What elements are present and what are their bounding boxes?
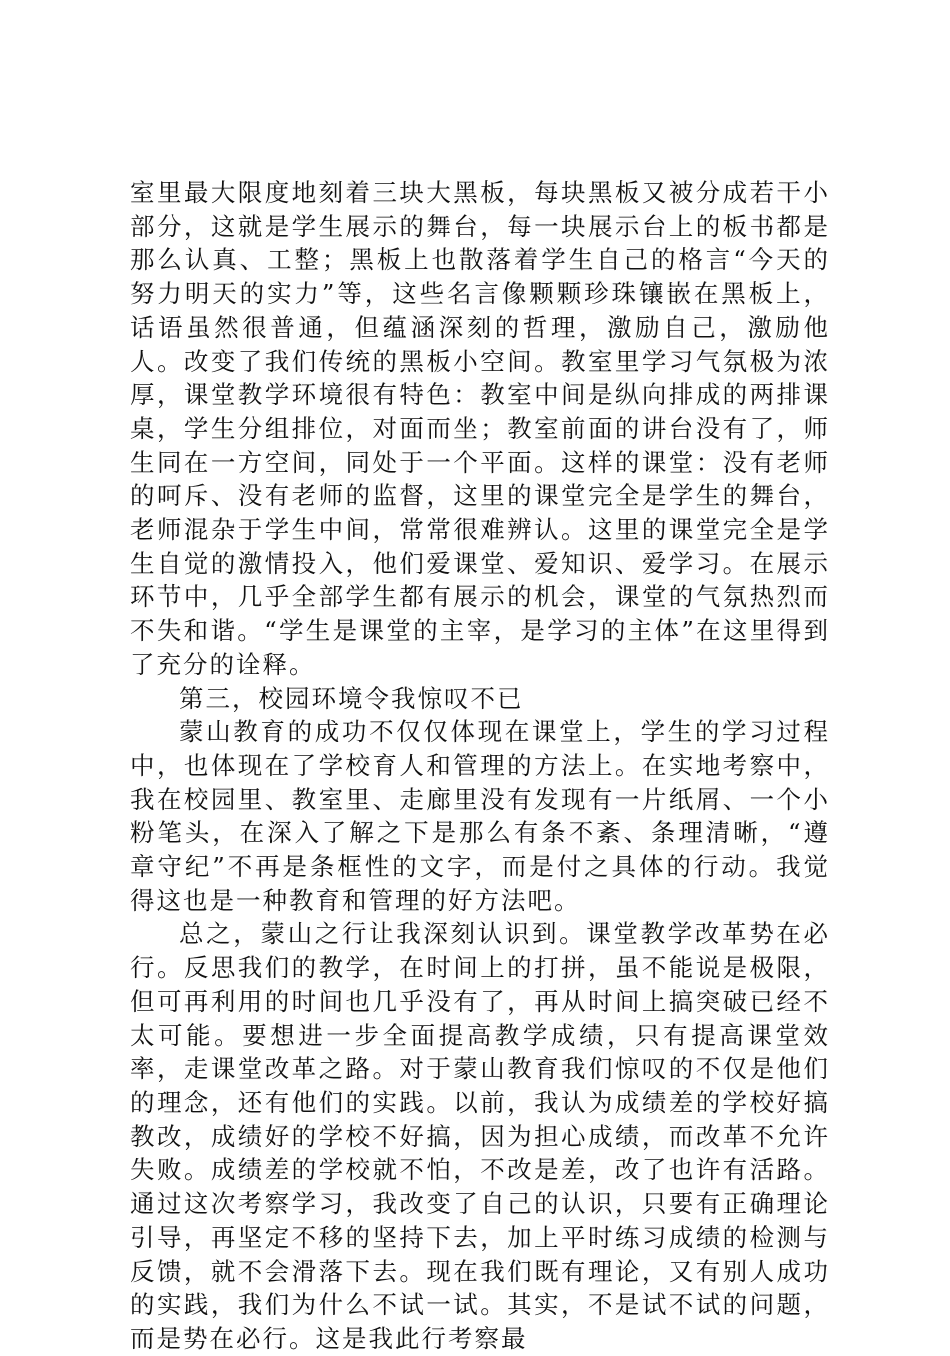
paragraph: 蒙山教育的成功不仅仅体现在课堂上，学生的学习过程中，也体现在了学校育人和管理的方法上。在实地考察中，我在校园里、教室里、走廊里没有发现有一片纸屑、一个小粉笔头，在深入了解之下是那么有条不紊、条理清晰，“遵章守纪”不再是条框性的文字，而是付之具体的行动。我觉得这也是一种教育和管理的好方法吧。 bbox=[130, 717, 830, 915]
paragraph: 总之，蒙山之行让我深刻认识到。课堂教学改革势在必行。反思我们的教学，在时间上的打拼，虽不能说是极限，但可再利用的时间也几乎没有了，再从时间上搞突破已经不太可能。要想进一步全面提高教学成绩，只有提高课堂效率，走课堂改革之路。对于蒙山教育我们惊叹的不仅是他们的理念，还有他们的实践。以前，我认为成绩差的学校好搞教改，成绩好的学校不好搞，因为担心成绩，而改革不允许失败。成绩差的学校就不怕，不改是差，改了也许有活路。通过这次考察学习，我改变了自己的认识，只要有正确理论引导，再坚定不移的坚持下去，加上平时练习成绩的检测与反馈，就不会滑落下去。现在我们既有理论，又有别人成功的实践，我们为什么不试一试。其实，不是试不试的问题，而是势在必行。这是我此行考察最 bbox=[130, 919, 830, 1353]
section-heading: 第三，校园环境令我惊叹不已 bbox=[179, 683, 524, 713]
paragraph-continuation: 室里最大限度地刻着三块大黑板，每块黑板又被分成若干小部分，这就是学生展示的舞台，每一块展示台上的板书都是那么认真、工整；黑板上也散落着学生自己的格言“今天的努力明天的实力”等，这些名言像颗颗珍珠镶嵌在黑板上，话语虽然很普通，但蕴涵深刻的哲理，激励自己，激励他人。改变了我们传统的黑板小空间。教室里学习气氛极为浓厚，课堂教学环境很有特色：教室中间是纵向排成的两排课桌，学生分组排位，对面而坐；教室前面的讲台没有了，师生同在一方空间，同处于一个平面。这样的课堂：没有老师的呵斥、没有老师的监督，这里的课堂完全是学生的舞台，老师混杂于学生中间，常常很难辨认。这里的课堂完全是学生自觉的激情投入，他们爱课堂、爱知识、爱学习。在展示环节中，几乎全部学生都有展示的机会，课堂的气氛热烈而不失和谐。“学生是课堂的主宰，是学习的主体”在这里得到了充分的诠释。 bbox=[130, 178, 830, 679]
document-body bbox=[130, 176, 830, 1356]
